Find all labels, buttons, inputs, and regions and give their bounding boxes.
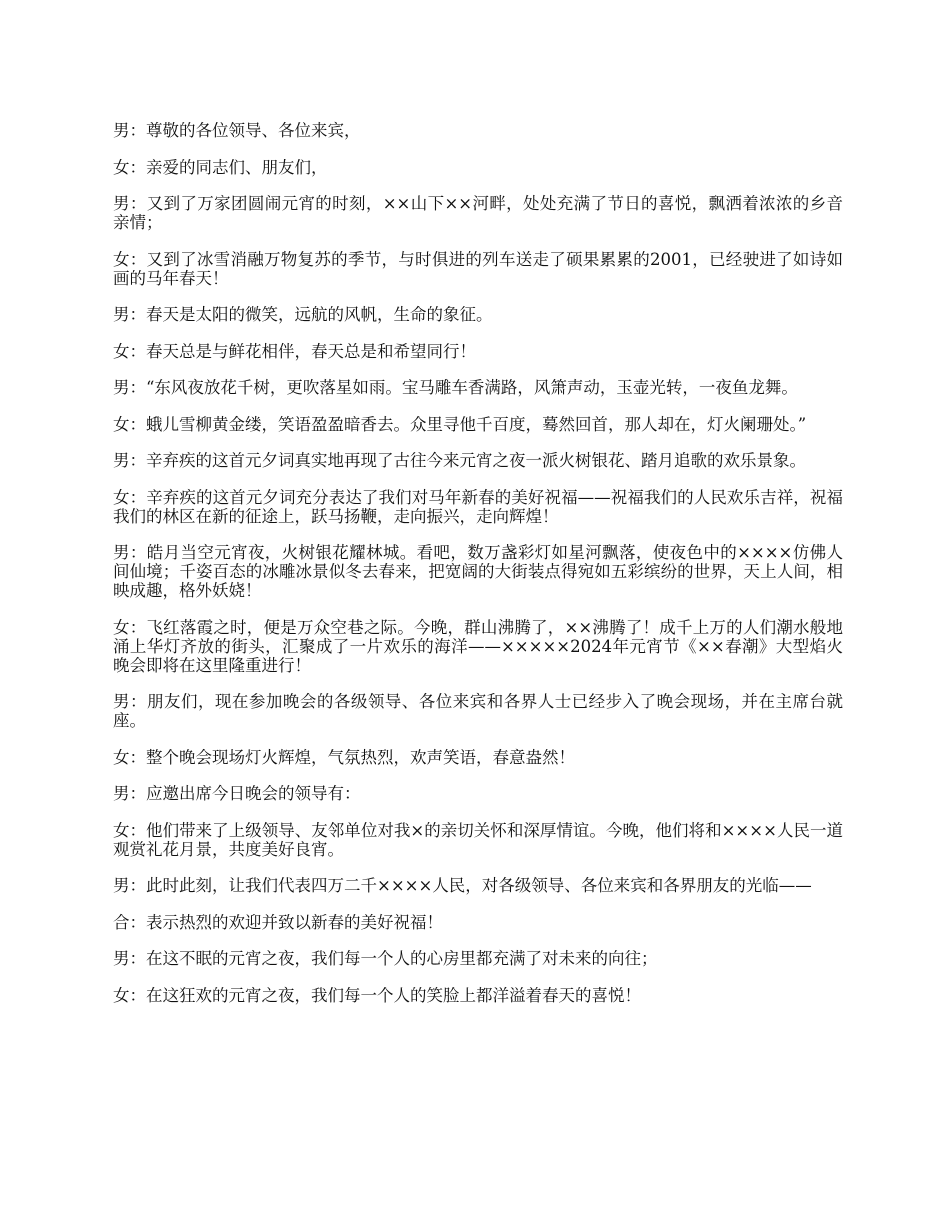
dialogue-paragraph: 男：春天是太阳的微笑，远航的风帆，生命的象征。 [113,305,493,324]
dialogue-paragraph: 女：他们带来了上级领导、友邻单位对我×的亲切关怀和深厚情谊。今晚，他们将和××××人民一道观赏礼花月景，共度美好良宵。 [113,820,843,859]
dialogue-paragraph: 女：飞红落霞之时，便是万众空巷之际。今晚，群山沸腾了，××沸腾了！成千上万的人们潮水般地涌上华灯齐放的街头，汇聚成了一片欢乐的海洋——×××××2024年元宵节《××春潮》大型焰火晚会即将在这里隆重进行！ [113,617,843,675]
dialogue-paragraph: 女：春天总是与鲜花相伴，春天总是和希望同行！ [113,341,476,361]
dialogue-paragraph: 女：辛弃疾的这首元夕词充分表达了我们对马年新春的美好祝福——祝福我们的人民欢乐吉祥，祝福我们的林区在新的征途上，跃马扬鞭，走向振兴，走向辉煌！ [113,487,843,526]
dialogue-paragraph: 男：应邀出席今日晚会的领导有： [113,784,361,803]
dialogue-paragraph: 女：在这狂欢的元宵之夜，我们每一个人的笑脸上都洋溢着春天的喜悦！ [113,985,641,1005]
dialogue-paragraph: 男：此时此刻，让我们代表四万二千××××人民，对各级领导、各位来宾和各界朋友的光临—— [113,876,812,895]
dialogue-paragraph: 男：尊敬的各位领导、各位来宾， [113,121,361,140]
dialogue-paragraph: 女：整个晚会现场灯火辉煌，气氛热烈，欢声笑语，春意盎然！ [113,747,575,767]
dialogue-paragraph: 男：辛弃疾的这首元夕词真实地再现了古往今来元宵之夜一派火树银花、踏月追歌的欢乐景象。 [113,451,806,470]
dialogue-paragraph: 女：亲爱的同志们、朋友们， [113,157,328,177]
dialogue-paragraph: 合：表示热烈的欢迎并致以新春的美好祝福！ [113,912,443,932]
dialogue-paragraph: 男：朋友们，现在参加晚会的各级领导、各位来宾和各界人士已经步入了晚会现场，并在主席台就座。 [113,692,843,730]
document-body [113,121,843,1022]
dialogue-paragraph: 男：又到了万家团圆闹元宵的时刻，××山下××河畔，处处充满了节日的喜悦，飘洒着浓浓的乡音亲情； [113,194,843,232]
dialogue-paragraph: 女：蛾儿雪柳黄金缕，笑语盈盈暗香去。众里寻他千百度，蓦然回首，那人却在，灯火阑珊处。” [113,414,807,434]
dialogue-paragraph: 男：皓月当空元宵夜，火树银花耀林城。看吧，数万盏彩灯如星河飘落，使夜色中的××××仿佛人间仙境；千姿百态的冰雕冰景似冬去春来，把宽阔的大街装点得宛如五彩缤纷的世界，天上人间，相映成趣，格外妖娆！ [113,543,843,600]
dialogue-paragraph: 女：又到了冰雪消融万物复苏的季节，与时俱进的列车送走了硕果累累的2001，已经驶进了如诗如画的马年春天！ [113,249,843,288]
dialogue-paragraph: 男：在这不眠的元宵之夜，我们每一个人的心房里都充满了对未来的向往； [113,949,658,968]
dialogue-paragraph: 男：“东风夜放花千树，更吹落星如雨。宝马雕车香满路，风箫声动，玉壶光转，一夜鱼龙舞。 [113,378,798,397]
